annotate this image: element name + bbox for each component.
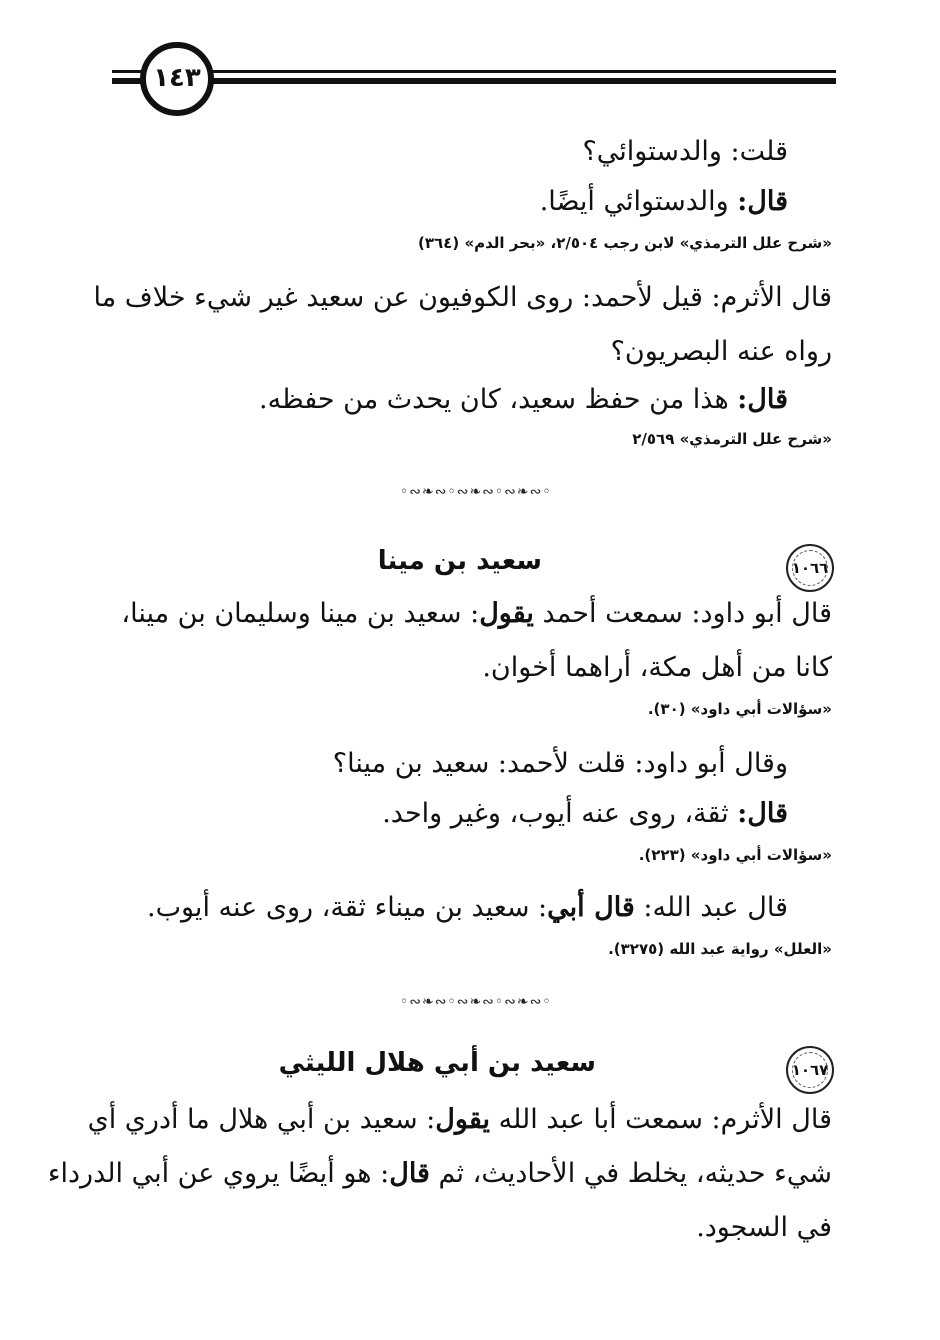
answer-label: قال: — [737, 186, 788, 217]
paragraph-line: في السجود. — [696, 1212, 832, 1243]
page-number: ١٤٣ — [140, 42, 214, 116]
reference-note: «سؤالات أبي داود» (٣٠). — [647, 700, 832, 718]
entry-number-badge: ١٠٦٦ — [786, 544, 834, 592]
answer-line — [540, 186, 788, 217]
answer-line — [382, 798, 788, 829]
paragraph-line: رواه عنه البصريون؟ — [610, 336, 832, 367]
paragraph-line: شيء حديثه، يخلط في الأحاديث، ثم قال: هو أيضًا يروي عن أبي الدرداء — [47, 1158, 832, 1189]
paragraph-line: قال الأثرم: سمعت أبا عبد الله يقول: سعيد بن أبي هلال ما أدري أي — [87, 1104, 832, 1135]
header-rule-thick — [112, 78, 836, 84]
section-divider-ornament: ◦∾❧∾◦∾❧∾◦∾❧∾◦ — [400, 994, 552, 1010]
answer-text: هذا من حفظ سعيد، كان يحدث من حفظه. — [259, 384, 738, 415]
reference-note: «شرح علل الترمذي» ٢/٥٦٩ — [632, 430, 832, 448]
answer-label: قال: — [737, 384, 788, 415]
entry-title: سعيد بن مينا — [377, 546, 542, 576]
answer-text: ثقة، روى عنه أيوب، وغير واحد. — [382, 798, 738, 829]
answer-text: والدستوائي أيضًا. — [539, 186, 738, 217]
answer-line — [259, 384, 788, 415]
entry-title: سعيد بن أبي هلال الليثي — [278, 1048, 596, 1078]
reference-note: «شرح علل الترمذي» لابن رجب ٢/٥٠٤، «بحر الدم» (٣٦٤) — [418, 234, 832, 252]
paragraph-line: قال عبد الله: قال أبي: سعيد بن ميناء ثقة، روى عنه أيوب. — [146, 892, 788, 923]
reference-note: «العلل» رواية عبد الله (٣٢٧٥). — [608, 940, 832, 958]
reference-note: «سؤالات أبي داود» (٢٢٣). — [638, 846, 832, 864]
question-line: قلت: والدستوائي؟ — [582, 136, 788, 167]
answer-label: قال: — [737, 798, 788, 829]
entry-number-badge: ١٠٦٧ — [786, 1046, 834, 1094]
header-rule-thin — [112, 70, 836, 73]
paragraph-line: قال أبو داود: سمعت أحمد يقول: سعيد بن مينا وسليمان بن مينا، — [121, 598, 832, 629]
paragraph-line: قال الأثرم: قيل لأحمد: روى الكوفيون عن سعيد غير شيء خلاف ما — [93, 282, 832, 313]
section-divider-ornament: ◦∾❧∾◦∾❧∾◦∾❧∾◦ — [400, 484, 552, 500]
paragraph-line: كانا من أهل مكة، أراهما أخوان. — [482, 652, 832, 683]
paragraph-line: وقال أبو داود: قلت لأحمد: سعيد بن مينا؟ — [332, 748, 788, 779]
